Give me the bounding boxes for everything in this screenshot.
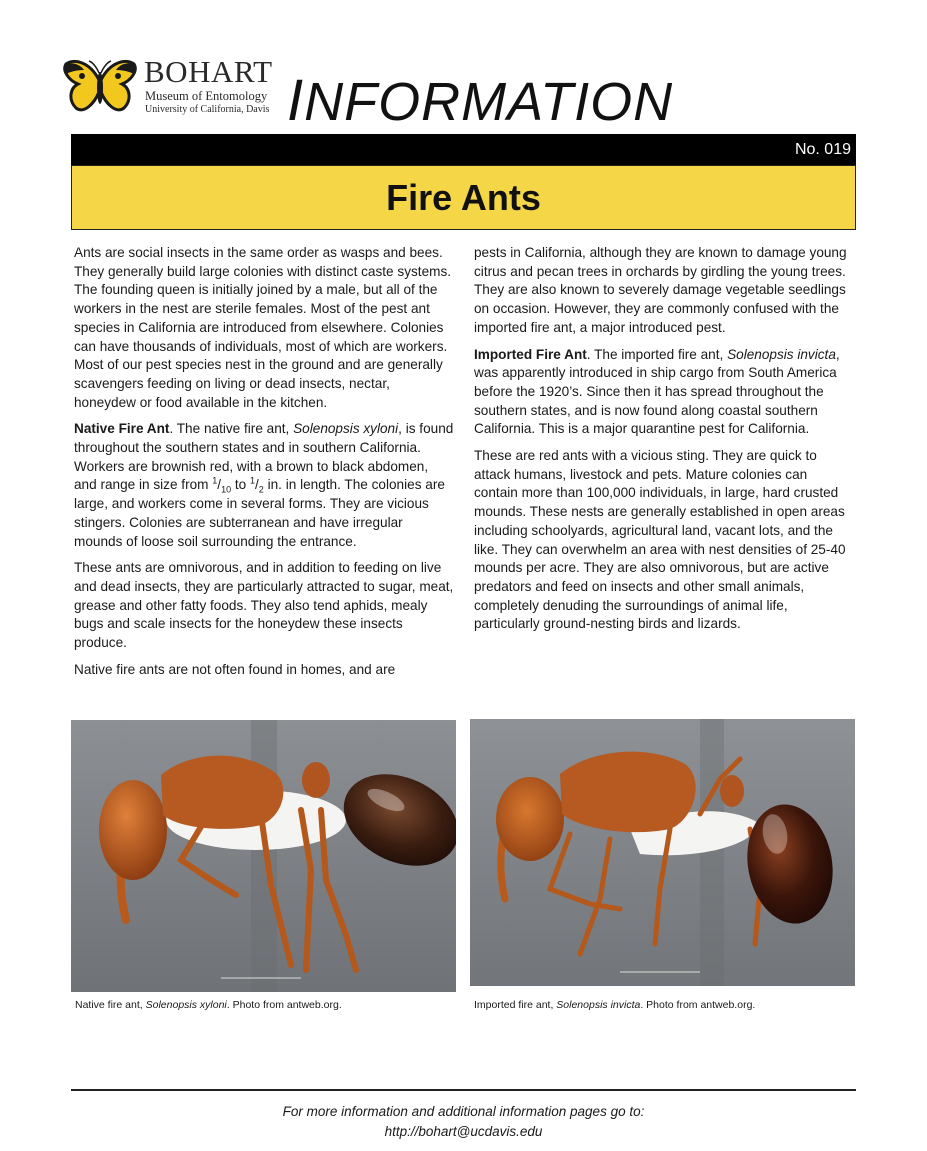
footer-divider: [71, 1089, 856, 1091]
document-number: No. 019: [794, 141, 851, 158]
title-box: [71, 165, 856, 230]
imported-caption-a: Imported fire ant,: [474, 999, 557, 1011]
native-photo-caption: [75, 999, 342, 1011]
fraction-1-numerator: 1: [212, 475, 218, 486]
imported-caption-species: Solenopsis invicta: [556, 999, 641, 1011]
logo-name: BOHART: [144, 54, 273, 89]
native-text-c: in. in length. The colonies are large, and workers come in several forms. They are vicious stingers. Colonies are subterranean and have irregular mounds of loose soil surrounding the entrance.: [74, 477, 445, 549]
page-title: Fire Ants: [386, 176, 541, 218]
butterfly-icon: [62, 58, 138, 118]
native-species: Solenopsis xyloni: [293, 421, 399, 437]
imported-text-b: , was apparently introduced in ship cargo from South America before the 1920’s. Since then it has spread throughout the southern states, and is now found along coastal southern California. This is a major quarantine pest for California.: [474, 346, 840, 437]
native-caption-species: Solenopsis xyloni: [145, 999, 227, 1011]
omnivorous-paragraph: These ants are omnivorous, and in addition to feeding on live and dead insects, they are particularly attracted to sugar, meat, grease and other fatty foods. They also tend aphids, mealy bugs and scale insects for the honeydew these insects produce.: [74, 560, 454, 651]
fraction-1-denominator: 10: [221, 485, 232, 496]
imported-species: Solenopsis invicta: [727, 346, 836, 362]
header-bar: [71, 134, 856, 165]
fraction-to: to: [231, 477, 250, 493]
fraction-2-numerator: 1: [249, 475, 255, 486]
footer-url[interactable]: http://bohart@ucdavis.edu: [384, 1124, 543, 1139]
document-type: [287, 68, 674, 133]
native-paragraph: [74, 420, 454, 551]
native-caption-a: Native fire ant,: [75, 999, 146, 1011]
native-text-a: . The native fire ant,: [169, 421, 294, 437]
document-type-rest: NFORMATION: [304, 72, 674, 132]
right-column: [474, 244, 854, 642]
imported-caption-b: . Photo from antweb.org.: [640, 999, 756, 1011]
native-heading: Native Fire Ant: [74, 421, 170, 437]
imported-paragraph: [474, 346, 854, 440]
native-caption-b: . Photo from antweb.org.: [226, 999, 342, 1011]
fraction-2-denominator: 2: [258, 485, 264, 496]
fraction-2-slash: /: [255, 477, 259, 493]
intro-paragraph: Ants are social insects in the same order as wasps and bees. They generally build large colonies with distinct caste systems. The founding queen is initially joined by a male, but all of the workers in the nest are sterile females. Most of the pest ant species in California are introduced from elsewhere. Colonies can have thousands of individuals, most of which are workers. Most of our pest species nest in the ground and are generally scavengers feeding on living or dead insects, nectar, honeydew or food available in the kitchen.: [74, 245, 452, 410]
native-fire-ant-photo: [71, 720, 456, 992]
bohart-logo: [62, 56, 272, 122]
imported-fire-ant-photo: [470, 719, 855, 986]
imported-heading: Imported Fire Ant: [474, 346, 587, 362]
homes-paragraph-end: pests in California, although they are known to damage young citrus and pecan trees in orchards by girdling the young trees. They are also known to severely damage vegetable seedlings on occasion. However, they are commonly confused with the imported fire ant, a major introduced pest.: [474, 245, 847, 335]
logo-museum: Museum of Entomology: [145, 89, 268, 103]
imported-photo-caption: [474, 999, 755, 1011]
document-type-initial: I: [287, 68, 305, 133]
left-column: [74, 244, 454, 687]
imported-text-a: . The imported fire ant,: [586, 346, 728, 362]
homes-paragraph-start: Native fire ants are not often found in homes, and are: [74, 661, 396, 677]
footer-text: For more information and additional information pages go to:: [282, 1104, 645, 1119]
logo-university: University of California, Davis: [145, 104, 270, 115]
fraction-1-slash: /: [217, 477, 222, 493]
native-text-b: , is found throughout the southern states and in southern California. Workers are brownish red, with a brown to black abdomen, and range in size from: [74, 421, 454, 493]
sting-paragraph: These are red ants with a vicious sting. They are quick to attack humans, livestock and pets. Mature colonies can contain more than 100,000 individuals, in large, hard crusted mounds. These nests are generally established in open areas including schoolyards, agricultural land, vacant lots, and the like. They can overwhelm an area with nest densities of 25-40 mounds per acre. They are also omnivorous, but are active predators and feed on insects and other small animals, completely denuding the surroundings of animal life, particularly ground-nesting birds and lizards.: [474, 448, 846, 632]
